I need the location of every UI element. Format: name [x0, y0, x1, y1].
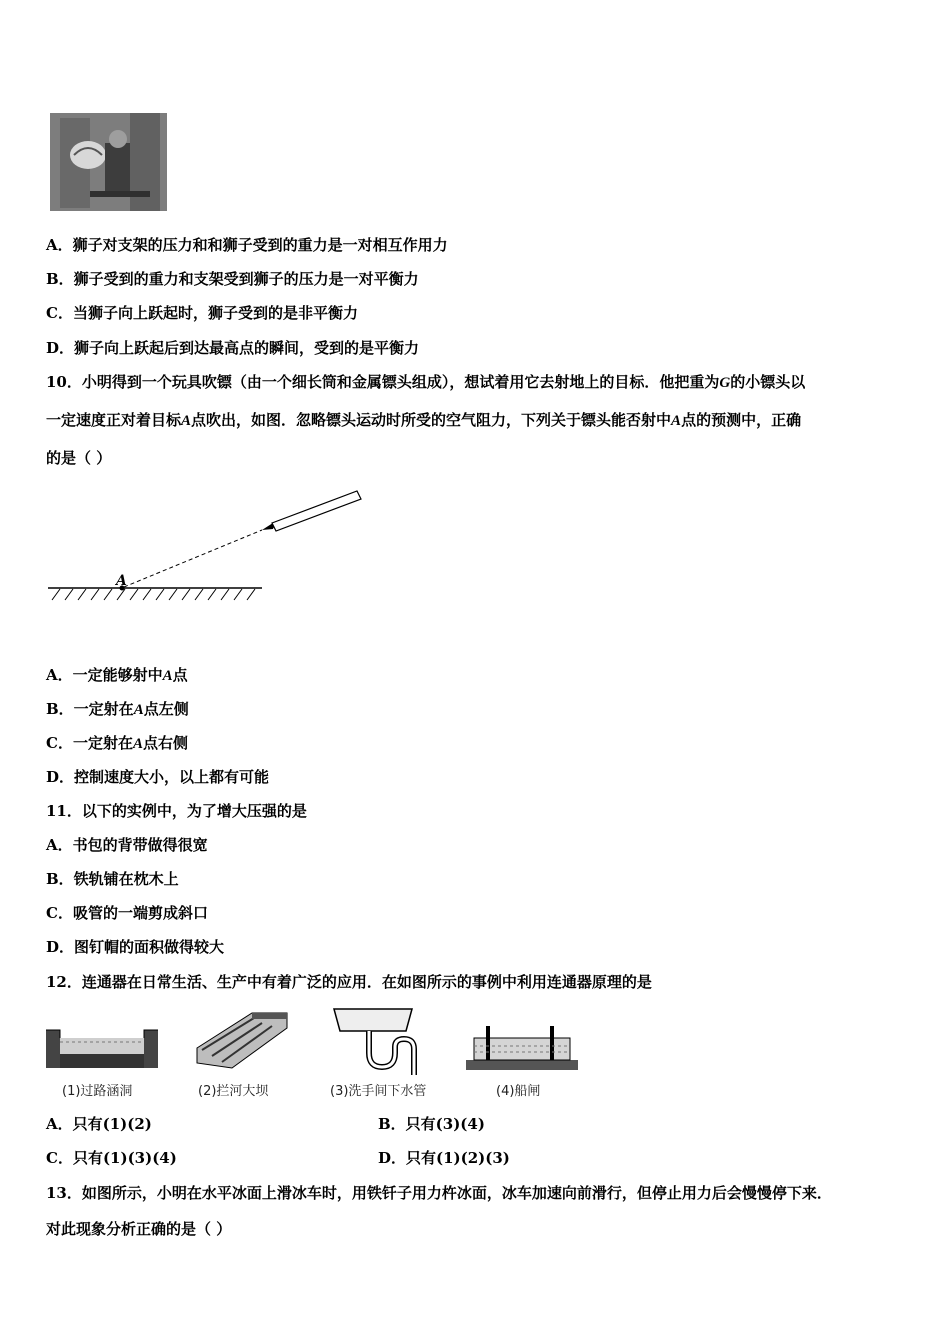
caption-3: (3)洗手间下水管 [330, 1084, 427, 1099]
q10-stem-line2: 一定速度正对着目标A点吹出，如图．忽略镖头运动时所受的空气阻力，下列关于镖头能否射中A点的预测中，正确 [46, 411, 802, 429]
q13-stem-line2: 对此现象分析正确的是（ ） [46, 1220, 232, 1238]
dart-diagram [44, 485, 364, 610]
q11-option-d: D．图钉帽的面积做得较大 [46, 938, 225, 956]
q10-option-d: D．控制速度大小，以上都有可能 [46, 768, 270, 786]
q11-stem: 11．以下的实例中，为了增大压强的是 [46, 802, 307, 820]
caption-2: (2)拦河大坝 [198, 1084, 269, 1099]
ship-lock-figure [466, 1022, 578, 1072]
q9-option-c: C．当狮子向上跃起时，狮子受到的是非平衡力 [46, 304, 358, 322]
q12-option-c: C．只有(1)(3)(4) [46, 1149, 177, 1167]
caption-4: (4)船闸 [496, 1084, 541, 1099]
q12-stem: 12．连通器在日常生活、生产中有着广泛的应用．在如图所示的事例中利用连通器原理的是 [46, 973, 652, 991]
caption-1: (1)过路涵洞 [62, 1084, 133, 1099]
q11-option-c: C．吸管的一端剪成斜口 [46, 904, 208, 922]
q13-stem-line1: 13．如图所示，小明在水平冰面上滑冰车时，用铁钎子用力杵冰面，冰车加速向前滑行，但停止用力后会慢慢停下来． [46, 1184, 832, 1202]
blow-tube [272, 491, 361, 531]
q9-option-d: D．狮子向上跃起后到达最高点的瞬间，受到的是平衡力 [46, 339, 420, 357]
q12-option-b: B．只有(3)(4) [378, 1115, 485, 1133]
lion-dance-photo [50, 113, 167, 211]
q10-option-a: A．一定能够射中A点 [46, 666, 188, 684]
dam-figure [192, 1008, 292, 1073]
culvert-figure [46, 1020, 158, 1070]
q12-option-d: D．只有(1)(2)(3) [378, 1149, 510, 1167]
figure-label-a: A [116, 573, 127, 589]
q9-option-a: A．狮子对支架的压力和和狮子受到的重力是一对相互作用力 [46, 236, 448, 254]
q9-option-b: B．狮子受到的重力和支架受到狮子的压力是一对平衡力 [46, 270, 419, 288]
sink-drain-figure [332, 1005, 432, 1077]
q11-option-a: A．书包的背带做得很宽 [46, 836, 208, 854]
q12-option-a: A．只有(1)(2) [46, 1115, 152, 1133]
q10-stem-line3: 的是（ ） [46, 449, 112, 467]
q10-stem-line1: 10．小明得到一个玩具吹镖（由一个细长筒和金属镖头组成），想试着用它去射地上的目标．他把重为G的小镖头以 [46, 373, 806, 391]
q11-option-b: B．铁轨铺在枕木上 [46, 870, 179, 888]
q10-option-b: B．一定射在A点左侧 [46, 700, 189, 718]
q10-option-c: C．一定射在A点右侧 [46, 734, 188, 752]
